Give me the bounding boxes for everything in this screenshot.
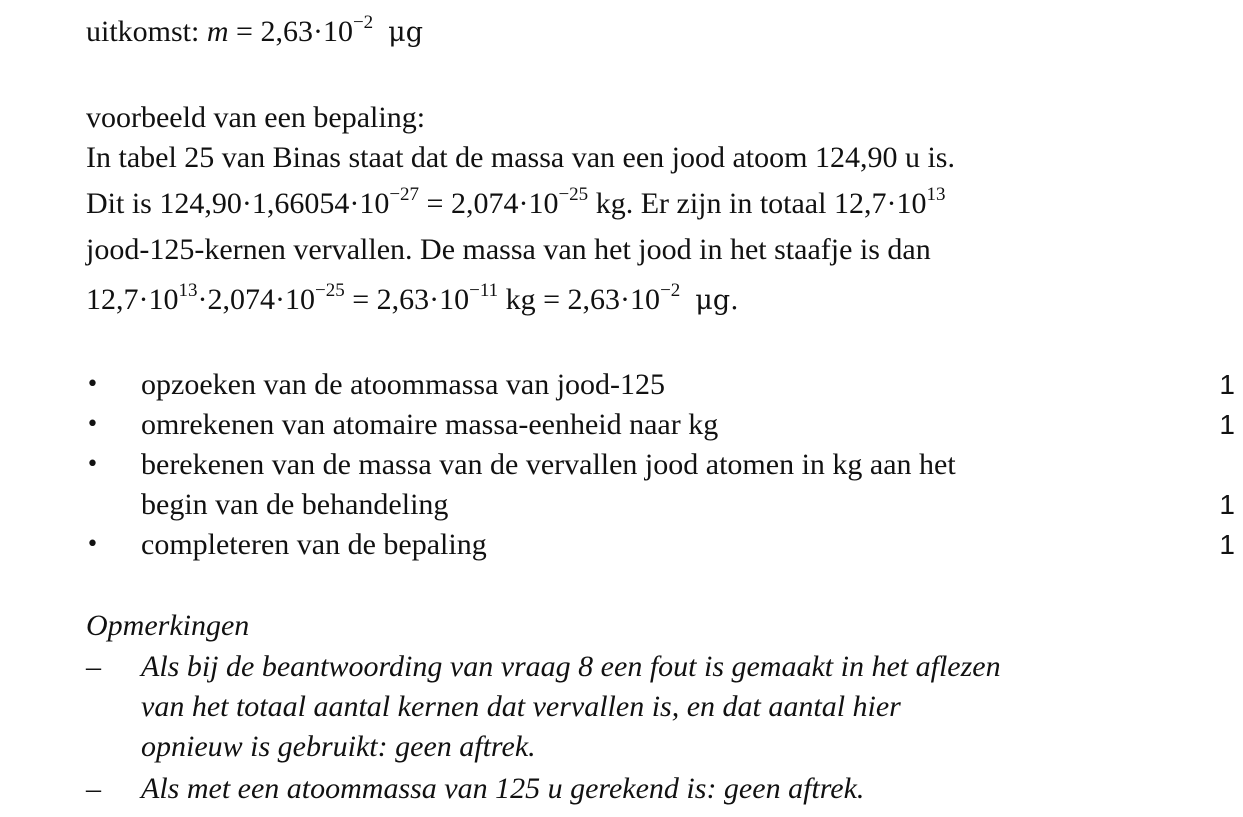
remark-text-continued: opnieuw is gebruikt: geen aftrek. — [141, 730, 536, 763]
bullet-icon: • — [86, 372, 99, 397]
criterion-text-continued: begin van de behandeling — [141, 488, 449, 521]
criterion-points: 1 — [1219, 489, 1235, 520]
remark-item — [86, 647, 1243, 767]
example-line-2-part-c: kg. Er zijn in totaal 12,7·10 — [588, 187, 927, 220]
example-line-4-part-b: ·2,074·10 — [197, 283, 315, 316]
criterion-item — [86, 405, 1243, 445]
exponent: 13 — [178, 280, 198, 301]
remark-text-continued: van het totaal aantal kernen dat vervallen is, en dat aantal hier — [141, 690, 901, 723]
criterion-text: opzoeken van de atoommassa van jood-125 — [141, 368, 666, 401]
criterion-text: omrekenen van atomaire massa-eenheid naar kg — [141, 408, 719, 441]
criterion-points: 1 — [1219, 369, 1235, 400]
remarks-heading: Opmerkingen — [86, 609, 250, 642]
remark-text: Als met een atoommassa van 125 u gerekend is: geen aftrek. — [141, 772, 865, 805]
result-variable: m — [206, 15, 229, 48]
criterion-item — [86, 525, 1243, 565]
result-unit: μg — [388, 17, 424, 48]
criterion-text: completeren van de bepaling — [141, 528, 487, 561]
remark-item — [86, 769, 1243, 809]
bullet-icon: • — [86, 532, 99, 557]
result-equation: = 2,63·10 — [228, 15, 353, 48]
example-line-2 — [86, 184, 945, 224]
result-line — [86, 12, 423, 53]
result-label: uitkomst: — [86, 15, 200, 48]
example-line-4 — [86, 280, 739, 321]
dash-icon: – — [86, 772, 101, 805]
example-line-4-part-d: kg = 2,63·10 — [498, 283, 661, 316]
example-line-2-part-a: Dit is 124,90·1,66054·10 — [86, 187, 390, 220]
example-line-4-unit: μg. — [695, 285, 739, 316]
exponent: −25 — [558, 184, 589, 205]
example-line-3: jood-125-kernen vervallen. De massa van het jood in het staafje is dan — [86, 233, 931, 266]
exponent: −27 — [389, 184, 420, 205]
example-heading: voorbeeld van een bepaling: — [86, 101, 426, 134]
bullet-icon: • — [86, 412, 99, 437]
criterion-points: 1 — [1219, 409, 1235, 440]
criterion-item — [86, 365, 1243, 405]
remark-text: Als bij de beantwoording van vraag 8 een fout is gemaakt in het aflezen — [141, 650, 1001, 683]
exponent: −25 — [314, 280, 345, 301]
criterion-points: 1 — [1219, 529, 1235, 560]
criterion-text: berekenen van de massa van de vervallen jood atomen in kg aan het — [141, 448, 956, 481]
criterion-item — [86, 445, 1243, 525]
bullet-icon: • — [86, 452, 99, 477]
dash-icon: – — [86, 650, 101, 683]
example-line-4-part-a: 12,7·10 — [86, 283, 179, 316]
exponent: 13 — [926, 184, 946, 205]
example-line-1: In tabel 25 van Binas staat dat de massa van een jood atoom 124,90 u is. — [86, 141, 955, 174]
example-line-2-part-b: = 2,074·10 — [419, 187, 559, 220]
result-exponent: −2 — [352, 12, 374, 33]
example-line-4-part-c: = 2,63·10 — [344, 283, 470, 316]
exponent: −2 — [660, 280, 681, 301]
exponent: −11 — [469, 280, 499, 301]
